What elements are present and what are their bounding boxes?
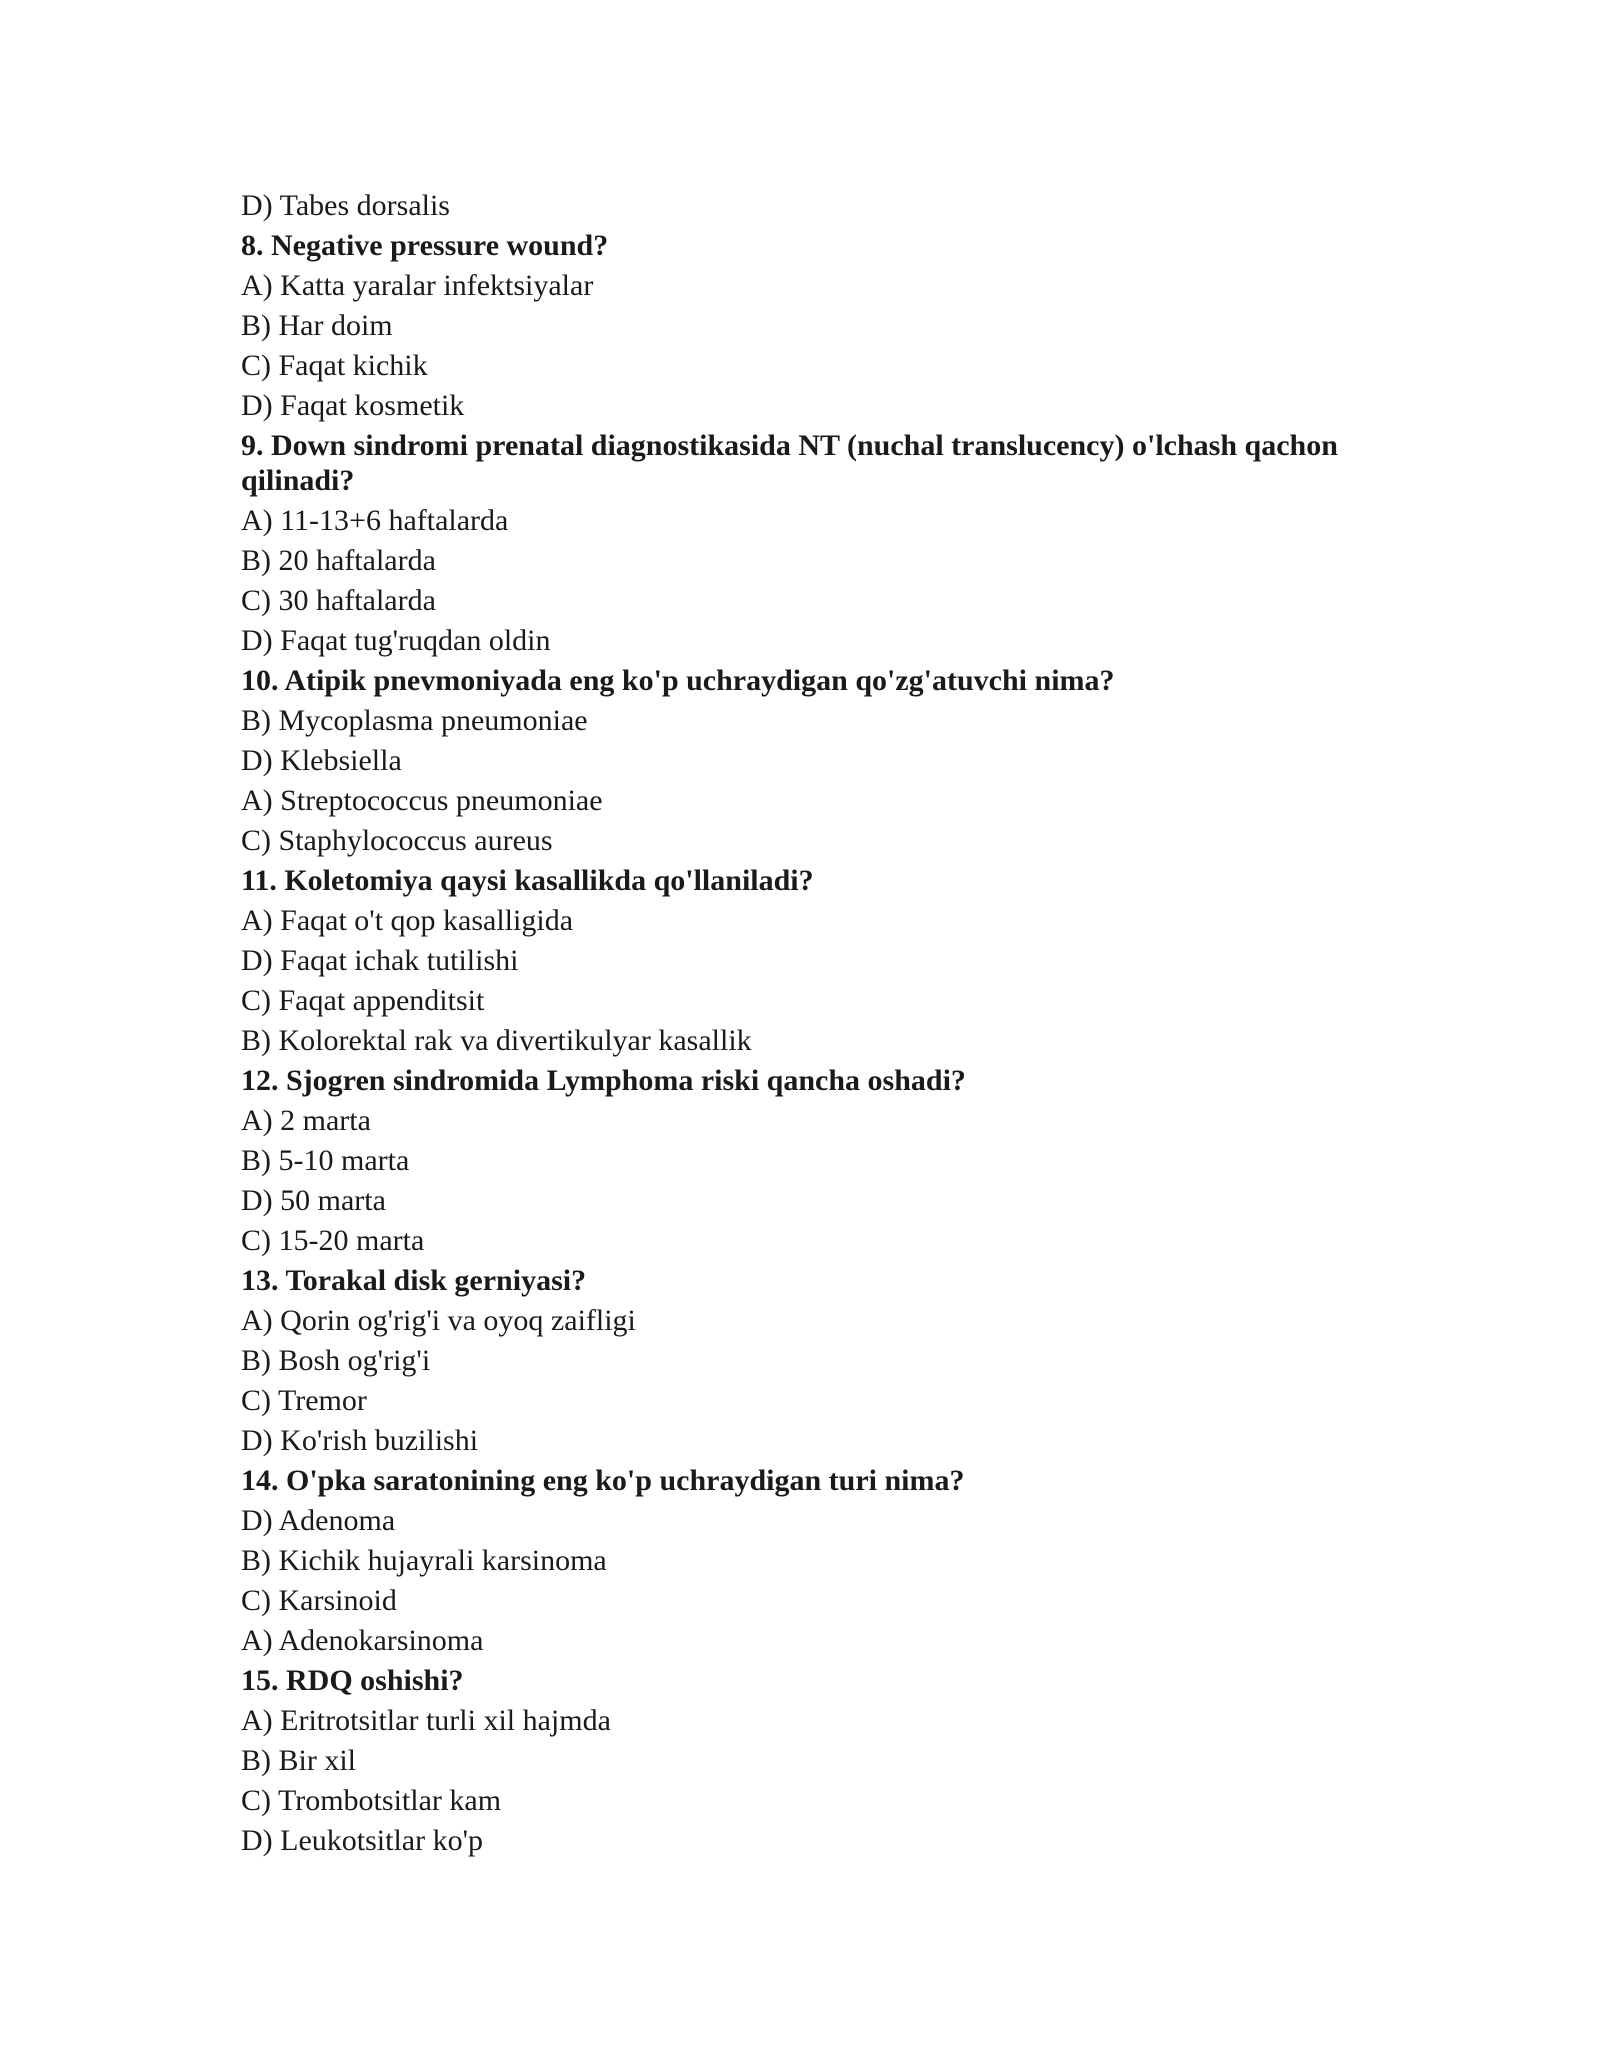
question-text: 12. Sjogren sindromida Lymphoma riski qancha oshadi? <box>241 1064 966 1097</box>
option-text: B) Kichik hujayrali karsinoma <box>241 1544 607 1577</box>
option-text: B) 5-10 marta <box>241 1144 410 1177</box>
question-text: 8. Negative pressure wound? <box>241 229 609 262</box>
option-text: C) Trombotsitlar kam <box>241 1784 502 1817</box>
question-block <box>241 1663 1391 1861</box>
question-block <box>241 1063 1391 1261</box>
question-text: 13. Torakal disk gerniyasi? <box>241 1264 587 1297</box>
question-text: 14. O'pka saratonining eng ko'p uchraydigan turi nima? <box>241 1464 965 1497</box>
option-text: D) Faqat tug'ruqdan oldin <box>241 624 551 657</box>
option-text: A) Faqat o't qop kasalligida <box>241 904 574 937</box>
question-text: 11. Koletomiya qaysi kasallikda qo'llaniladi? <box>241 864 814 897</box>
option-text: D) Leukotsitlar ko'p <box>241 1824 484 1857</box>
option-text: C) Tremor <box>241 1384 367 1417</box>
option-text: C) Faqat kichik <box>241 349 428 382</box>
option-text: C) Faqat appenditsit <box>241 984 485 1017</box>
option-text: D) Ko'rish buzilishi <box>241 1424 479 1457</box>
option-text: A) Streptococcus pneumoniae <box>241 784 603 817</box>
option-text: A) 2 marta <box>241 1104 371 1137</box>
option-text: B) Har doim <box>241 309 393 342</box>
question-text: 10. Atipik pnevmoniyada eng ko'p uchraydigan qo'zg'atuvchi nima? <box>241 664 1115 697</box>
option-text: A) Adenokarsinoma <box>241 1624 484 1657</box>
option-text: B) Mycoplasma pneumoniae <box>241 704 588 737</box>
option-text: B) 20 haftalarda <box>241 544 436 577</box>
option-text: C) Staphylococcus aureus <box>241 824 553 857</box>
option-text: D) 50 marta <box>241 1184 386 1217</box>
option-text: D) Klebsiella <box>241 744 402 777</box>
question-block <box>241 1263 1391 1461</box>
option-text: A) Katta yaralar infektsiyalar <box>241 269 594 302</box>
option-text: B) Bir xil <box>241 1744 357 1777</box>
question-text: 15. RDQ oshishi? <box>241 1664 464 1697</box>
option-text: B) Bosh og'rig'i <box>241 1344 431 1377</box>
question-block <box>241 228 1391 426</box>
option-text: D) Tabes dorsalis <box>241 189 450 222</box>
option-text: C) 30 haftalarda <box>241 584 436 617</box>
question-block <box>241 1463 1391 1661</box>
option-text: A) Eritrotsitlar turli xil hajmda <box>241 1704 611 1737</box>
question-text: 9. Down sindromi prenatal diagnostikasida NT (nuchal translucency) o'lchash qachon qilinadi? <box>241 429 1338 497</box>
option-text: D) Adenoma <box>241 1504 396 1537</box>
option-text: D) Faqat kosmetik <box>241 389 465 422</box>
question-block <box>241 863 1391 1061</box>
quiz-content <box>241 186 1391 1861</box>
option-text: D) Faqat ichak tutilishi <box>241 944 519 977</box>
option-text: A) Qorin og'rig'i va oyoq zaifligi <box>241 1304 636 1337</box>
option-text: A) 11-13+6 haftalarda <box>241 504 509 537</box>
question-block <box>241 663 1391 861</box>
option-text: C) 15-20 marta <box>241 1224 425 1257</box>
option-text: C) Karsinoid <box>241 1584 397 1617</box>
option-text: B) Kolorektal rak va divertikulyar kasallik <box>241 1024 752 1057</box>
question-block <box>241 428 1391 661</box>
